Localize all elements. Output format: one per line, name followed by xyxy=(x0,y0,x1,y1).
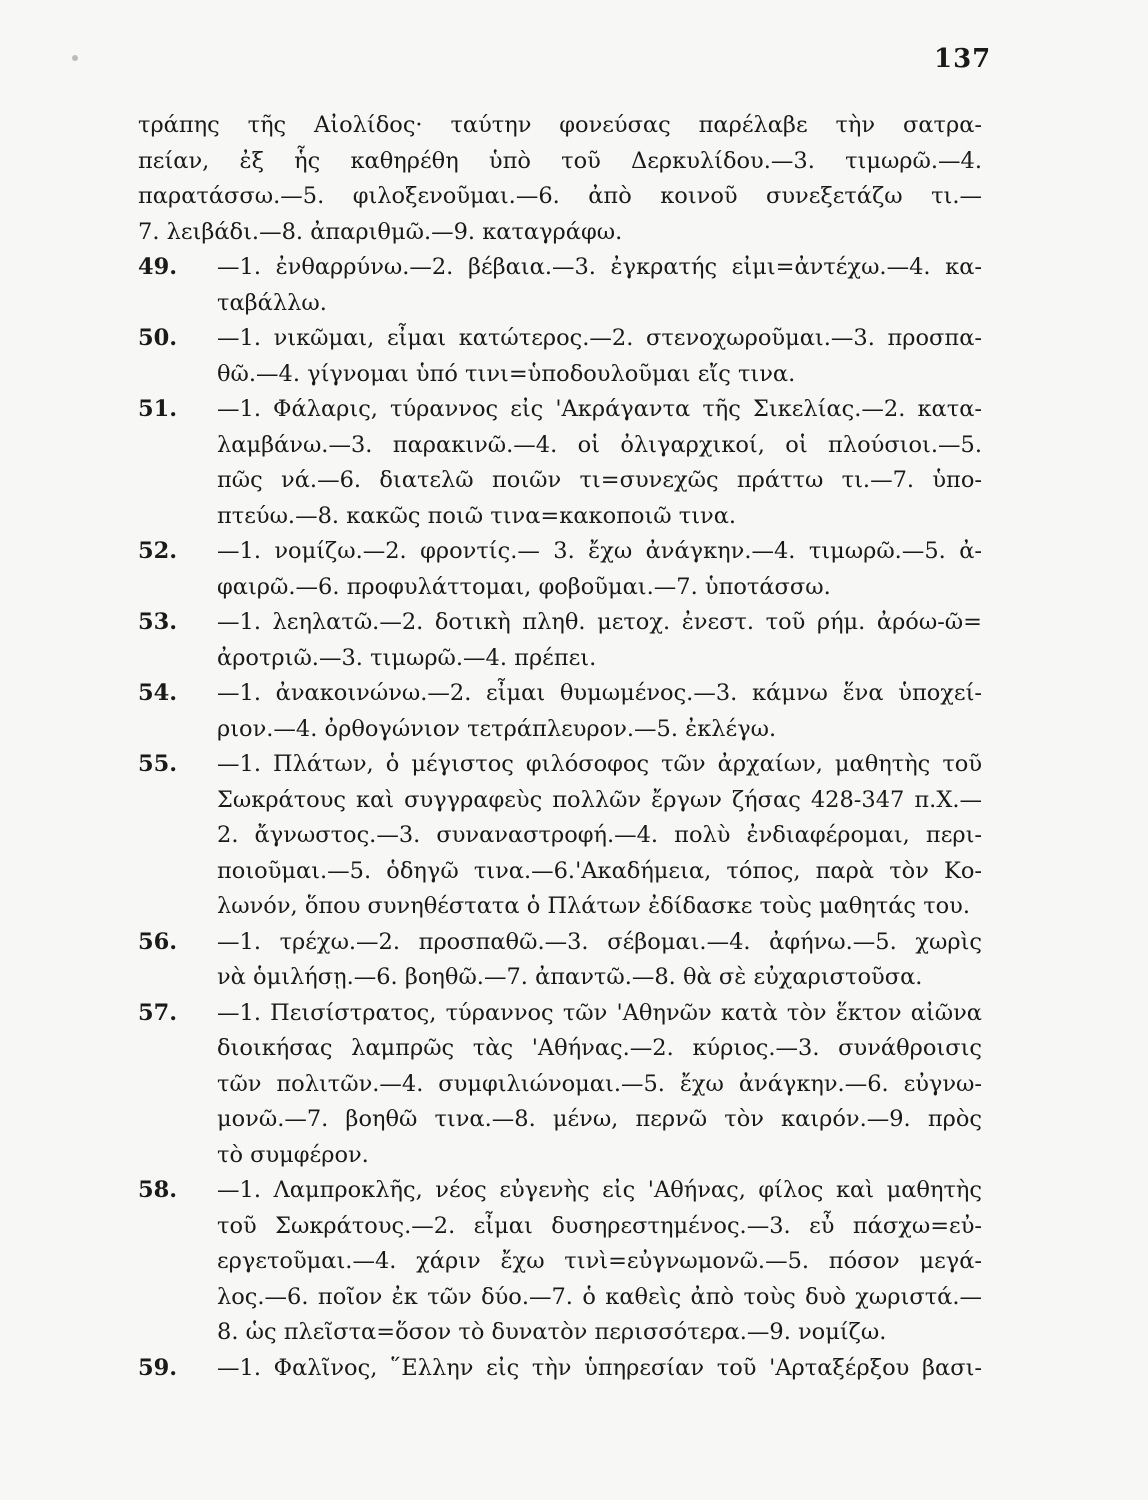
continuation-line: πτεύω.—8. κακῶς ποιῶ τινα=κακοποιῶ τινα. xyxy=(217,502,737,529)
entry-text: —1. ἐνθαρρύνω.—2. βέβαια.—3. ἐγκρατής εἰμι=ἀντέχω.—4. κα- xyxy=(217,254,982,280)
entry-text: —1. λεηλατῶ.—2. δοτικὴ πληθ. μετοχ. ἐνεστ. τοῦ ρήμ. ἀρόω-ῶ= xyxy=(217,609,982,635)
entry-line xyxy=(138,1173,982,1209)
entry-text: —1. Λαμπροκλῆς, νέος εὐγενὴς εἰς 'Αθήνας, φίλος καὶ μαθητὴς xyxy=(217,1177,982,1203)
continuation-line: λωνόν, ὅπου συνηθέστατα ὁ Πλάτων ἐδίδασκε τοὺς μαθητάς του. xyxy=(217,893,971,919)
continuation-line: πῶς νά.—6. διατελῶ ποιῶν τι=συνεχῶς πράττω τι.—7. ὑπο- xyxy=(217,467,982,493)
entry-text: —1. Φάλαρις, τύραννος εἰς 'Ακράγαντα τῆς Σικελίας.—2. κατα- xyxy=(217,396,982,422)
entry-line xyxy=(138,996,982,1032)
entry-text: —1. Φαλῖνος, ῞Ελλην εἰς τὴν ὑπηρεσίαν τοῦ 'Αρταξέρξου βασι- xyxy=(217,1354,982,1381)
entry-line xyxy=(138,1351,982,1387)
entry-text: —1. νικῶμαι, εἶμαι κατώτερος.—2. στενοχωροῦμαι.—3. προσπα- xyxy=(217,325,982,351)
entry-number: 56. xyxy=(138,928,178,955)
continuation-line: φαιρῶ.—6. προφυλάττομαι, φοβοῦμαι.—7. ὑποτάσσω. xyxy=(217,573,831,600)
continuation-line: θῶ.—4. γίγνομαι ὑπό τινι=ὑποδουλοῦμαι εἴς τινα. xyxy=(217,360,796,387)
continuation-line: διοικήσας λαμπρῶς τὰς 'Αθήνας.—2. κύριος.—3. συνάθροισις xyxy=(217,1035,982,1061)
entry-text: —1. Πεισίστρατος, τύραννος τῶν 'Αθηνῶν κατὰ τὸν ἕκτον αἰῶνα xyxy=(217,999,982,1026)
continuation-line: ποιοῦμαι.—5. ὁδηγῶ τινα.—6.'Ακαδήμεια, τόπος, παρὰ τὸν Κο- xyxy=(217,857,982,884)
entry-number: 51. xyxy=(138,396,178,422)
entry-line xyxy=(138,676,982,712)
scan-speck xyxy=(72,55,78,61)
continuation-line: πείαν, ἐξ ἧς καθηρέθη ὑπὸ τοῦ Δερκυλίδου.—3. τιμωρῶ.—4. xyxy=(138,147,982,174)
entry-line xyxy=(138,250,982,286)
entry-text: —1. τρέχω.—2. προσπαθῶ.—3. σέβομαι.—4. ἀφήνω.—5. χωρὶς xyxy=(217,928,982,955)
page-number: 137 xyxy=(934,44,992,74)
continuation-line: 8. ὡς πλεῖστα=ὅσον τὸ δυνατὸν περισσότερα.—9. νομίζω. xyxy=(217,1319,887,1345)
entry-line xyxy=(138,321,982,357)
continuation-line: τὸ συμφέρον. xyxy=(217,1141,369,1168)
entry-number: 57. xyxy=(138,999,178,1026)
entry-number: 52. xyxy=(138,538,178,564)
continuation-line: Σωκράτους καὶ συγγραφεὺς πολλῶν ἔργων ζήσας 428-347 π.Χ.— xyxy=(217,786,982,813)
entry-number: 49. xyxy=(138,254,178,280)
continuation-line: τράπης τῆς Αἰολίδος· ταύτην φονεύσας παρέλαβε τὴν σατρα- xyxy=(138,112,982,138)
entry-line xyxy=(138,392,982,428)
entry-number: 50. xyxy=(138,325,178,351)
continuation-line: λαμβάνω.—3. παρακινῶ.—4. οἱ ὀλιγαρχικοί, οἱ πλούσιοι.—5. xyxy=(217,431,982,458)
entry-line xyxy=(138,534,982,570)
continuation-line: παρατάσσω.—5. φιλοξενοῦμαι.—6. ἀπὸ κοινοῦ συνεξετάζω τι.— xyxy=(138,183,982,209)
entry-number: 59. xyxy=(138,1354,178,1381)
glossary-text xyxy=(138,108,982,1386)
entry-text: —1. Πλάτων, ὁ μέγιστος φιλόσοφος τῶν ἀρχαίων, μαθητὴς τοῦ xyxy=(217,751,982,777)
continuation-line: νὰ ὁμιλήσῃ.—6. βοηθῶ.—7. ἀπαντῶ.—8. θὰ σὲ εὐχαριστοῦσα. xyxy=(217,964,923,990)
continuation-line: εργετοῦμαι.—4. χάριν ἔχω τινὶ=εὐγνωμονῶ.—5. πόσον μεγά- xyxy=(217,1248,982,1274)
continuation-line: λος.—6. ποῖον ἐκ τῶν δύο.—7. ὁ καθεὶς ἀπὸ τοὺς δυὸ χωριστά.— xyxy=(217,1283,982,1310)
entry-text: —1. ἀνακοινώνω.—2. εἶμαι θυμωμένος.—3. κάμνω ἕνα ὑποχεί- xyxy=(217,680,982,706)
continuation-line: τῶν πολιτῶν.—4. συμφιλιώνομαι.—5. ἔχω ἀνάγκην.—6. εὐγνω- xyxy=(217,1070,982,1097)
continuation-line: μονῶ.—7. βοηθῶ τινα.—8. μένω, περνῶ τὸν καιρόν.—9. πρὸς xyxy=(217,1106,982,1132)
entry-number: 54. xyxy=(138,680,178,706)
continuation-line: ταβάλλω. xyxy=(217,289,327,316)
continuation-line: 2. ἄγνωστος.—3. συναναστροφή.—4. πολὺ ἐνδιαφέρομαι, περι- xyxy=(217,822,982,848)
entry-line xyxy=(138,605,982,641)
entry-number: 53. xyxy=(138,609,178,635)
entry-line xyxy=(138,747,982,783)
continuation-line: ἀροτριῶ.—3. τιμωρῶ.—4. πρέπει. xyxy=(217,644,597,671)
entry-number: 58. xyxy=(138,1177,178,1203)
entry-text: —1. νομίζω.—2. φροντίς.— 3. ἔχω ἀνάγκην.—4. τιμωρῶ.—5. ἀ- xyxy=(217,538,982,564)
continuation-line: τοῦ Σωκράτους.—2. εἶμαι δυσηρεστημένος.—3. εὖ πάσχω=εὐ- xyxy=(217,1212,982,1239)
continuation-line: 7. λειβάδι.—8. ἀπαριθμῶ.—9. καταγράφω. xyxy=(138,218,623,245)
continuation-line: ριον.—4. ὀρθογώνιον τετράπλευρον.—5. ἐκλέγω. xyxy=(217,715,777,742)
entry-line xyxy=(138,925,982,961)
entry-number: 55. xyxy=(138,751,178,777)
